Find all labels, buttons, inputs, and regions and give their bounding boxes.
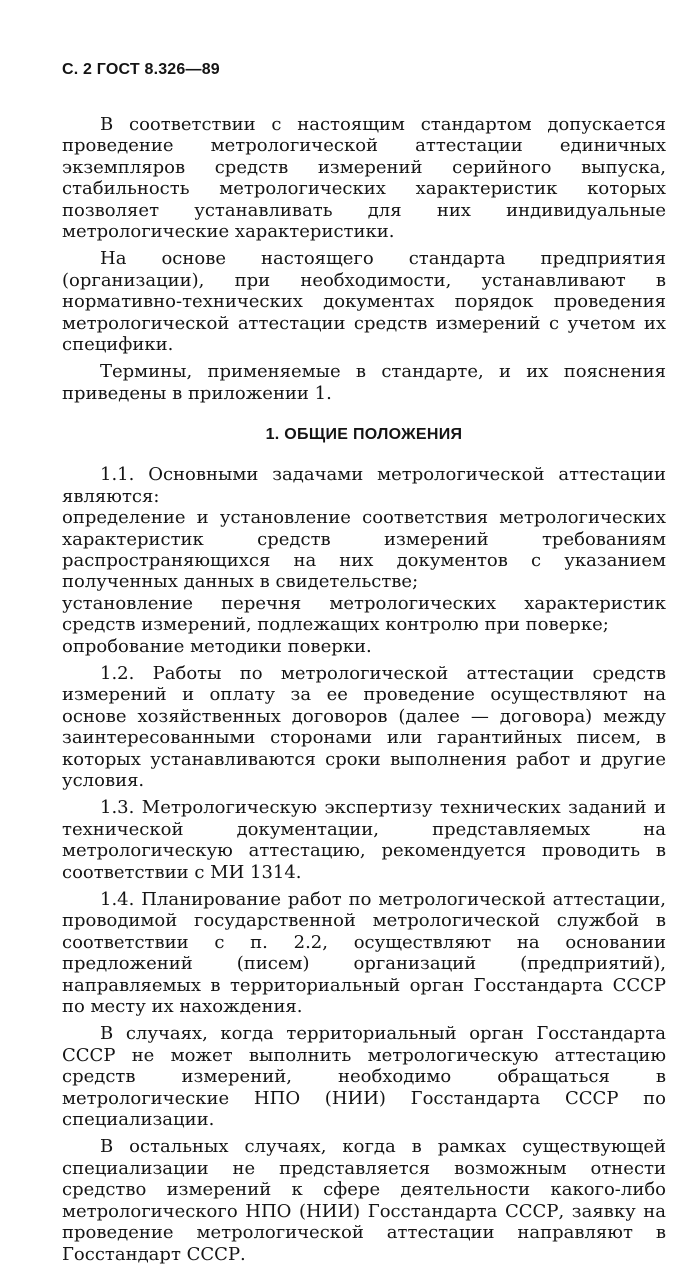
intro-paragraph-1: В соответствии с настоящим стандартом допускается проведение метрологической аттестации единичных экземпляров средств измерений серийного выпуска, стабильность метрологических характеристик которых позволяет устанавливать для них индивидуальные метрологические характеристики. — [62, 114, 666, 243]
clause-1-3: 1.3. Метрологическую экспертизу технических заданий и технической документации, представляемых на метрологическую аттестацию, рекомендуется проводить в соответствии с МИ 1314. — [62, 797, 666, 883]
intro-paragraph-3: Термины, применяемые в стандарте, и их пояснения приведены в приложении 1. — [62, 361, 666, 404]
running-header: С. 2 ГОСТ 8.326—89 — [62, 61, 220, 78]
clause-1-4: 1.4. Планирование работ по метрологической аттестации, проводимой государственной метрологической службой в соответствии с п. 2.2, осуществляют на основании предложений (писем) организаций (предприятий), направляемых в территориальный орган Госстандарта СССР по месту их нахождения. — [62, 889, 666, 1018]
clause-1-1-item-1: определение и установление соответствия метрологических характеристик средств измерений требованиям распространяющихся на них документов с указанием полученных данных в свидетельстве; — [62, 507, 666, 593]
clause-1-4-paragraph-2: В случаях, когда территориальный орган Госстандарта СССР не может выполнить метрологическую аттестацию средств измерений, необходимо обращаться в метрологические НПО (НИИ) Госстандарта СССР по специализации. — [62, 1023, 666, 1131]
clause-1-1-item-2: установление перечня метрологических характеристик средств измерений, подлежащих контролю при поверке; — [62, 592, 666, 636]
clause-1-1-item-3: опробование методики поверки. — [62, 635, 372, 657]
clause-1-2: 1.2. Работы по метрологической аттестации средств измерений и оплату за ее проведение осуществляют на основе хозяйственных договоров (далее — договора) между заинтересованными сторонами или гарантийных писем, в которых устанавливаются сроки выполнения работ и другие условия. — [62, 662, 666, 791]
clause-1-4-paragraph-3: В остальных случаях, когда в рамках существующей специализации не представляется возможным отнести средство измерений к сфере деятельности какого-либо метрологического НПО (НИИ) Госстандарта СССР, заявку на проведение метрологической аттестации направляют в Госстандарт СССР. — [62, 1136, 666, 1265]
section-title: 1. ОБЩИЕ ПОЛОЖЕНИЯ — [265, 426, 463, 444]
intro-paragraph-2: На основе настоящего стандарта предприятия (организации), при необходимости, устанавливают в нормативно-технических документах порядок проведения метрологической аттестации средств измерений с учетом их специфики. — [62, 248, 666, 356]
clause-1-1: 1.1. Основными задачами метрологической аттестации являются: — [62, 464, 666, 507]
